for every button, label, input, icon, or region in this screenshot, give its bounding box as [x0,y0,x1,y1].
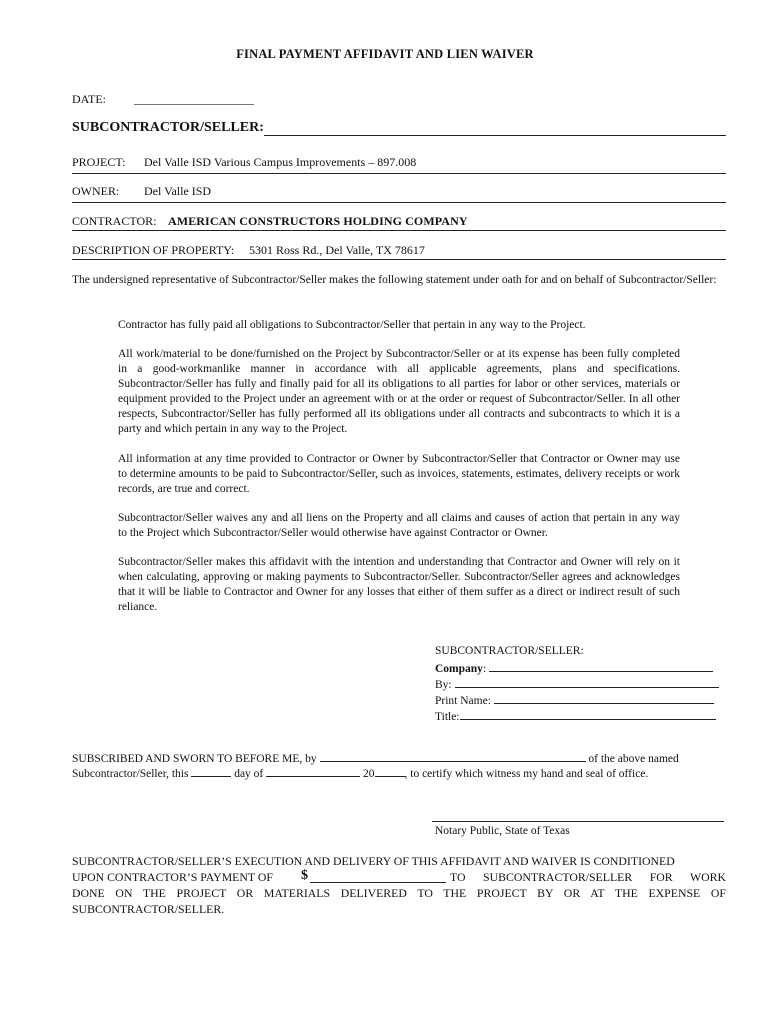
closing-line-1: SUBCONTRACTOR/SELLER’S EXECUTION AND DELIVERY OF THIS AFFIDAVIT AND WAIVER IS CONDITIONED [72,854,675,868]
paragraph-2: All work/material to be done/furnished on the Project by Subcontractor/Seller or at its expense has been fully completed in a good-workmanlike manner in accordance with all applicable agreements, plans and specifications. Subcontractor/Seller has fully and finally paid for all its obligations to all parties for labor or other services, materials or equipment provided to the Project under an agreement with or at the order or request of Subcontractor/Seller. In all other respects, Subcontractor/Seller has fully performed all its obligations under all contracts and subcontracts to which it is a party and which pertain in any way to the Project. [118,348,680,435]
closing-payment-of: UPON CONTRACTOR’S PAYMENT OF [72,870,273,884]
paragraph-1: Contractor has fully paid all obligations to Subcontractor/Seller that pertain in any way to the Project. [118,319,586,331]
print-name-label: Print Name: [435,695,491,707]
by-label: By: [435,679,452,691]
project-label: PROJECT: [72,155,126,169]
sworn-intro: SUBSCRIBED AND SWORN TO BEFORE ME, by [72,753,317,765]
title-line[interactable] [460,708,716,720]
subcontractor-heading: SUBCONTRACTOR/SELLER: [72,120,264,135]
print-name-line[interactable] [494,692,714,704]
project-value: Del Valle ISD Various Campus Improvements – 897.008 [144,155,417,169]
paragraph-5: Subcontractor/Seller makes this affidavit with the intention and understanding that Contractor and Owner will rely on it when calculating, approving or making payments to Subcontractor/Seller. Subcontractor/Seller agrees and acknowledges that it will be liable to Contractor and Owner for any losses that either of them suffer as a direct or indirect result of such reliance. [118,556,680,613]
sworn-month-line[interactable] [266,765,360,777]
date-row [72,92,254,107]
sworn-line-2 [72,765,726,782]
document-title: FINAL PAYMENT AFFIDAVIT AND LIEN WAIVER [236,47,534,61]
sworn-certify: , to certify which witness my hand and seal of office. [404,768,649,780]
property-value: 5301 Ross Rd., Del Valle, TX 78617 [249,243,425,257]
closing-to-subcontractor: TO SUBCONTRACTOR/SELLER FOR WORK [450,870,726,884]
date-label: DATE: [72,92,106,106]
notary-signature-line[interactable] [432,821,724,822]
title-row [435,708,725,726]
print-name-row [435,692,725,710]
owner-row [72,184,726,203]
notary-caption: Notary Public, State of Texas [435,825,570,837]
project-row [72,155,726,174]
property-label: DESCRIPTION OF PROPERTY: [72,243,235,257]
closing-remainder: DONE ON THE PROJECT OR MATERIALS DELIVERED TO THE PROJECT BY OR AT THE EXPENSE OF SUBCONTRACTOR/SELLER. [72,886,726,916]
date-blank[interactable]: ____________________ [134,92,254,106]
contractor-label: CONTRACTOR: [72,214,157,228]
owner-value: Del Valle ISD [144,184,212,198]
subcontractor-name-line[interactable] [264,135,726,136]
company-label: Company [435,663,483,675]
title-label: Title: [435,711,460,723]
paragraph-3: All information at any time provided to Contractor or Owner by Subcontractor/Seller that Contractor or Owner may use to determine amounts to be paid to Subcontractor/Seller, such as invoices, statements, estimates, delivery receipts or work records, are true and correct. [118,453,680,495]
dollar-sign: $ [301,868,308,883]
intro-statement: The undersigned representative of Subcontractor/Seller makes the following statement under oath for and on behalf of Subcontractor/Seller: [72,274,717,286]
sworn-subcontractor-this: Subcontractor/Seller, this [72,768,189,780]
company-line[interactable] [489,660,713,672]
subcontractor-row [72,120,726,137]
signature-heading: SUBCONTRACTOR/SELLER: [435,645,584,657]
by-row [435,676,725,694]
contractor-row [72,214,726,231]
company-row: Company: [435,660,725,678]
sworn-year-prefix: 20 [363,768,375,780]
sworn-by-line[interactable] [320,750,586,762]
closing-line-2 [72,870,726,886]
contractor-value: AMERICAN CONSTRUCTORS HOLDING COMPANY [168,214,468,228]
owner-label: OWNER: [72,184,120,198]
sworn-day-line[interactable] [191,765,231,777]
sworn-day-of: day of [234,768,264,780]
payment-amount-line[interactable] [310,882,446,883]
property-row [72,243,726,260]
paragraph-4: Subcontractor/Seller waives any and all liens on the Property and all claims and causes of action that pertain in any way to the Project which Subcontractor/Seller would otherwise have against Contractor or Owner. [118,512,680,539]
sworn-above-named: of the above named [588,753,679,765]
by-line[interactable] [455,676,719,688]
sworn-year-line[interactable] [375,765,405,777]
